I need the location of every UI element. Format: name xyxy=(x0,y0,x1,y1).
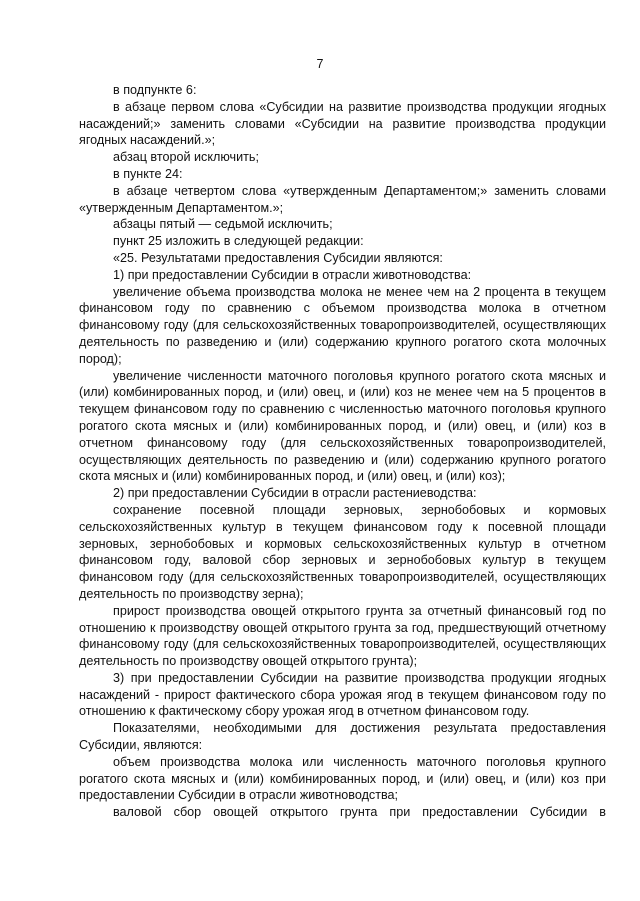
paragraph: валовой сбор овощей открытого грунта при предоставлении Субсидии в xyxy=(113,805,606,820)
paragraph: объем производства молока или численность маточного поголовья крупного рогатого скота мясных и (или) комбинированных пород, и (или) овец, и (или) коз при предоставлении Субсидии в отрасли животноводства; xyxy=(79,754,606,803)
paragraph: в пункте 24: xyxy=(113,166,183,181)
paragraph: «25. Результатами предоставления Субсидии являются: xyxy=(113,250,443,265)
paragraph: абзацы пятый — седьмой исключить; xyxy=(113,217,333,232)
paragraph: в подпункте 6: xyxy=(113,83,197,97)
paragraph: 1) при предоставлении Субсидии в отрасли животноводства: xyxy=(113,267,472,282)
paragraph: в абзаце четвертом слова «утвержденным Департаментом;» заменить словами «утвержденным Департаментом.»; xyxy=(79,183,606,215)
paragraph: сохранение посевной площади зерновых, зернобобовых и кормовых сельскохозяйственных культур в текущем финансовом году к посевной площади зерновых, зернобобовых и кормовых сельскохозяйственных культур в отчетном финансовом году, валовой сбор зерновых и зернобобовых культур в текущем финансовом году (для сельскохозяйственных товаропроизводителей, осуществляющих деятельность по производству зерна); xyxy=(79,502,606,601)
paragraph: пункт 25 изложить в следующей редакции: xyxy=(113,234,364,249)
paragraph: 3) при предоставлении Субсидии на развитие производства продукции ягодных насаждений - прирост фактического сбора урожая ягод в текущем финансовом году по отношению к фактическому сбору урожая ягод в отчетном финансовом году. xyxy=(79,670,606,719)
paragraph: увеличение численности маточного поголовья крупного рогатого скота мясных и (или) комбинированных пород, и (или) овец, и (или) коз не менее чем на 5 процентов в текущем финансовом году по сравнению с численностью маточного поголовья крупного рогатого скота мясных и (или) комбинированных пород, и (или) овец, и (или) коз в отчетном финансовому году (для сельскохозяйственных товаропроизводителей, осуществляющих деятельность по разведению и (или) содержанию крупного рогатого скота мясных и (или) комбинированных пород, и (или) овец, и (или) коз); xyxy=(79,368,606,484)
paragraph: Показателями, необходимыми для достижения результата предоставления Субсидии, являются: xyxy=(79,721,606,753)
document-body xyxy=(79,82,606,821)
page-number: 7 xyxy=(316,57,324,71)
paragraph: абзац второй исключить; xyxy=(113,150,259,165)
paragraph: в абзаце первом слова «Субсидии на развитие производства продукции ягодных насаждений;» заменить словами «Субсидии на развитие производства продукции ягодных насаждений.»; xyxy=(79,99,606,148)
paragraph: 2) при предоставлении Субсидии в отрасли растениеводства: xyxy=(113,486,477,501)
paragraph: прирост производства овощей открытого грунта за отчетный финансовый год по отношению к производству овощей открытого грунта за год, предшествующий отчетному финансовому году (для сельскохозяйственных товаропроизводителей, осуществляющих деятельность по производству овощей открытого грунта); xyxy=(79,603,606,669)
paragraph: увеличение объема производства молока не менее чем на 2 процента в текущем финансовом году по сравнению с объемом производства молока в отчетном финансовому году (для сельскохозяйственных товаропроизводителей, осуществляющих деятельность по разведению и (или) содержанию крупного рогатого скота молочных пород); xyxy=(79,284,606,366)
